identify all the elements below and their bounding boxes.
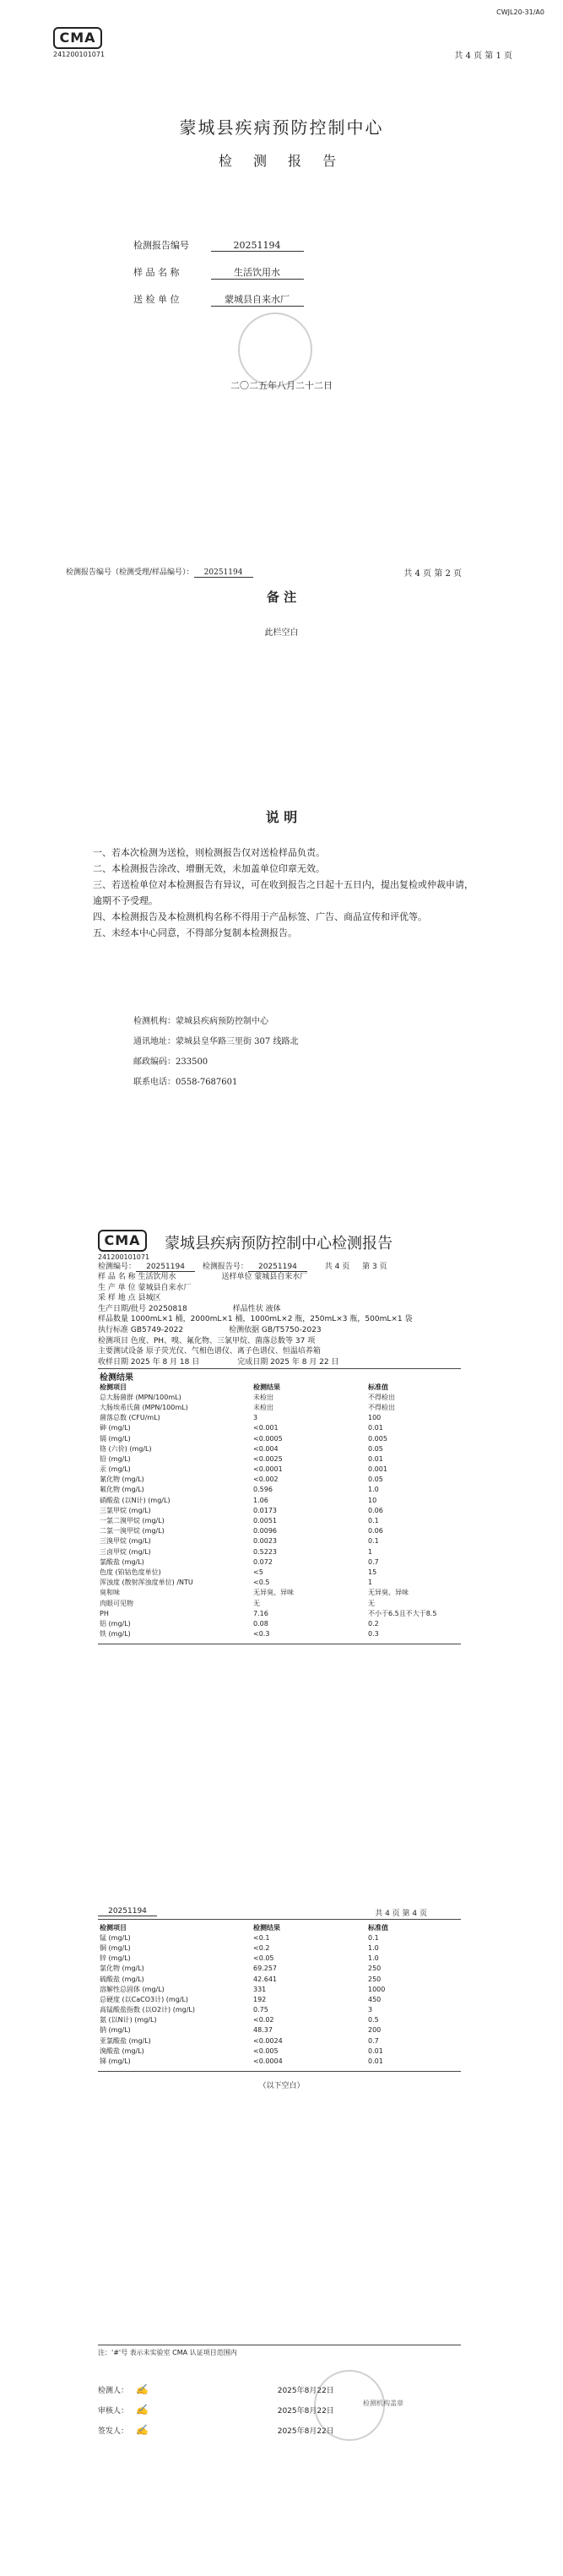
result-cell: 192 [253,1995,267,2003]
table-row [98,1475,461,1485]
standard-cell: 200 [368,2026,382,2035]
results-title: 检测结果 [100,1373,133,1383]
info-line: 样 品 名 称 生活饮用水 送样单位 蒙城县自来水厂 [98,1273,308,1281]
item-name-cell: 锌 (mg/L) [100,1954,131,1963]
sign-date: 2025年8月22日 [277,2407,334,2416]
official-seal [238,312,312,387]
result-cell: 无异臭、异味 [253,1589,294,1597]
table-row [98,1526,461,1536]
result-cell: 42.641 [253,1975,277,1983]
info-line: 采 样 地 点 县城区 [98,1294,161,1303]
standard-cell: 0.06 [368,1506,383,1514]
standard-cell: 10 [368,1496,377,1504]
sample-info [98,1272,461,1367]
remarks-title: 备 注 [266,590,297,605]
result-cell: 7.16 [253,1609,268,1617]
header-cell: 检测结果 [253,1923,280,1932]
table-row [98,1943,461,1953]
info-line: 执行标准 GB5749-2022 检测依据 GB/T5750-2023 [98,1325,322,1334]
value: 20251194 [136,1263,195,1272]
cma-code: 241200101071 [53,51,106,58]
report-title: 蒙城县疾病预防控制中心 [179,117,384,138]
item-name-cell: 总大肠菌群 (MPN/100mL) [100,1393,181,1401]
result-cell: 331 [253,1985,267,1993]
standard-cell: 不小于6.5且不大于8.5 [368,1609,437,1617]
table-row [98,1485,461,1495]
header-cell: 检测结果 [253,1383,280,1391]
standard-cell: 0.7 [368,2036,379,2045]
report-number-row [98,1260,461,1272]
item-name-cell: 砷 (mg/L) [100,1424,131,1432]
result-cell: <0.5 [253,1579,270,1587]
table-row [98,1433,461,1443]
signature-row [98,2421,461,2441]
sign-date: 2025年8月22日 [277,2427,334,2436]
table-row [98,1974,461,1984]
standard-cell: 15 [368,1568,377,1576]
item-name-cell: 高锰酸盐指数 (以O2计) (mg/L) [100,2006,195,2014]
result-cell: <0.2 [253,1943,270,1952]
item-name-cell: 溴酸盐 (mg/L) [100,2046,144,2055]
header-cell: 检测项目 [100,1923,127,1932]
item-name-cell: 亚氯酸盐 (mg/L) [100,2036,151,2045]
report-title: 蒙城县疾病预防控制中心检测报告 [165,1235,392,1253]
statement-title: 说 明 [265,809,298,825]
field-label: 送 检 单 位 [133,294,180,305]
cma-logo: CMA [53,27,102,49]
item-name-cell: 氨 (以N计) (mg/L) [100,2016,157,2024]
item-name-cell: 钠 (mg/L) [100,2026,131,2035]
table-row [98,2035,461,2046]
item-name-cell: 铅 (mg/L) [100,1454,131,1463]
org-address: 通讯地址：蒙城县皇华路三里街 307 线路北 [133,1037,299,1046]
statement-item: 二、本检测报告涂改、增删无效，未加盖单位印章无效。 [93,863,325,874]
standard-cell: 0.05 [368,1475,383,1484]
item-name-cell: 铜 (mg/L) [100,1943,131,1952]
sign-date: 2025年8月22日 [277,2387,334,2395]
item-name-cell: PH [100,1609,109,1617]
standard-cell: 250 [368,1975,382,1983]
cma-code: 241200101071 [98,1253,150,1261]
standard-cell: 3 [368,2006,373,2014]
table-row [98,1505,461,1515]
remarks-body: 此栏空白 [264,628,299,638]
result-cell: <0.3 [253,1630,270,1639]
page-1-cover [0,0,563,566]
cma-logo: CMA [98,1230,147,1252]
report-date: 二〇二五年八月二十二日 [230,380,333,391]
handwritten-signature: ✍ [135,2383,149,2395]
table-row [98,1402,461,1412]
result-cell: 48.37 [253,2026,273,2035]
item-name-cell: 总硬度 (以CaCO3计) (mg/L) [100,1995,189,2003]
table-row [98,1932,461,1943]
table-row [98,1954,461,1964]
report-subtitle: 检 测 报 告 [218,153,345,169]
result-cell: 0.0173 [253,1506,277,1514]
header-label: 检测报告编号（检测受理/样品编号）： [66,568,194,577]
result-cell: 0.75 [253,2006,268,2014]
item-name-cell: 三氯甲烷 (mg/L) [100,1506,151,1514]
page-4-results [0,1858,563,2576]
label: 共 4 页 [324,1263,350,1271]
result-cell: <0.0004 [253,2057,283,2066]
results-table [98,1922,461,2067]
item-name-cell: 锑 (mg/L) [100,2057,131,2066]
value: 20251194 [248,1263,307,1272]
info-line: 样品数量 1000mL×1 桶，2000mL×1 桶，1000mL×2 瓶，250mL×3 瓶，500mL×1 袋 [98,1315,413,1324]
standard-cell: 0.001 [368,1465,387,1474]
table-row [98,2005,461,2015]
table-row [98,1629,461,1639]
table-row [98,1443,461,1454]
standard-cell: 1.0 [368,1943,379,1952]
org-phone: 联系电话：0558-7687601 [133,1078,238,1087]
result-cell: 3 [253,1414,258,1422]
standard-cell: 1.0 [368,1954,379,1963]
header-cell: 标准值 [368,1923,388,1932]
page-count: 共 4 页 第 1 页 [454,52,512,61]
item-name-cell: 三溴甲烷 (mg/L) [100,1537,151,1546]
result-cell: 0.08 [253,1619,268,1628]
item-name-cell: 汞 (mg/L) [100,1465,131,1474]
info-line: 生 产 单 位 蒙城县自来水厂 [98,1283,192,1292]
standard-cell: 不得检出 [368,1393,395,1401]
header-report-no: 20251194 [194,568,253,578]
info-line: 收样日期 2025 年 8 月 18 日 完成日期 2025 年 8 月 22 日 [98,1357,339,1367]
item-name-cell: 一氯二溴甲烷 (mg/L) [100,1517,165,1525]
item-name-cell: 二氯一溴甲烷 (mg/L) [100,1527,165,1535]
sign-label: 审核人： [98,2407,129,2416]
item-name-cell: 臭和味 [100,1589,120,1597]
table-header [98,1922,461,1932]
cover-field-report-no [133,238,304,252]
item-name-cell: 菌落总数 (CFU/mL) [100,1414,160,1422]
label: 第 3 页 [362,1263,387,1271]
info-line: 主要测试设备 原子荧光仪、气相色谱仪、离子色谱仪、恒温培养箱 [98,1347,321,1356]
sign-label: 检测人： [98,2387,129,2395]
item-name-cell: 肉眼可见物 [100,1599,133,1607]
item-name-cell: 镉 (mg/L) [100,1434,131,1443]
label: 检测报告号： [202,1263,248,1271]
document-code: CWJL20-31/A0 [496,8,544,16]
result-cell: <5 [253,1568,263,1576]
standard-cell: 100 [368,1414,382,1422]
table-row [98,1536,461,1546]
org-postcode: 邮政编码：233500 [133,1057,208,1067]
standard-cell: 0.01 [368,1454,383,1463]
result-cell: <0.0024 [253,2036,283,2045]
result-cell: 无 [253,1599,260,1607]
end-note: （以下空白） [258,2082,305,2090]
table-row [98,1567,461,1577]
divider [98,1368,461,1369]
standard-cell: 无异臭、异味 [368,1589,409,1597]
result-cell: <0.001 [253,1424,279,1432]
result-cell: 0.596 [253,1486,273,1494]
table-row [98,2015,461,2025]
signature-row [98,2400,461,2421]
page4-header [98,1907,461,1918]
page2-header [66,566,253,578]
result-cell: 0.5223 [253,1547,277,1556]
org-info [133,1012,298,1093]
standard-cell: 450 [368,1995,382,2003]
standard-cell: 不得检出 [368,1403,395,1411]
page-count: 共 4 页 第 4 页 [375,1910,427,1918]
table-row [98,1423,461,1433]
results-table [98,1382,461,1639]
result-cell: <0.004 [253,1444,279,1453]
item-name-cell: 铬 (六价) (mg/L) [100,1444,152,1453]
result-cell: <0.02 [253,2016,274,2024]
standard-cell: 0.06 [368,1527,383,1535]
label: 检测编号： [98,1263,137,1271]
standard-cell: 0.1 [368,1933,379,1942]
standard-cell: 0.1 [368,1537,379,1546]
result-cell: <0.0025 [253,1454,283,1463]
statement-item: 一、若本次检测为送检，则检测报告仅对送检样品负责。 [93,847,325,858]
field-value: 蒙城县自来水厂 [211,292,304,307]
standard-cell: 0.1 [368,1517,379,1525]
table-header [98,1382,461,1392]
item-name-cell: 三卤甲烷 (mg/L) [100,1547,151,1556]
table-row [98,1546,461,1557]
result-cell: 0.0096 [253,1527,277,1535]
statement-list [93,845,481,941]
result-cell: <0.05 [253,1954,274,1963]
info-line: 生产日期/批号 20250818 样品性状 液体 [98,1304,281,1313]
sign-label: 签发人： [98,2427,129,2436]
standard-cell: 1.0 [368,1486,379,1494]
standard-cell: 1000 [368,1985,386,1993]
table-row [98,2046,461,2056]
result-cell: 0.0051 [253,1517,277,1525]
item-name-cell: 氯酸盐 (mg/L) [100,1557,144,1566]
result-cell: <0.005 [253,2046,279,2055]
table-row [98,1557,461,1567]
standard-cell: 无 [368,1599,375,1607]
standard-cell: 0.01 [368,2057,383,2066]
result-cell: 69.257 [253,1965,277,1973]
table-row [98,1392,461,1402]
signature-row [98,2380,461,2400]
standard-cell: 0.05 [368,1444,383,1453]
standard-cell: 0.5 [368,2016,379,2024]
standard-cell: 250 [368,1965,382,1973]
statement-item: 三、若送检单位对本检测报告有异议，可在收到报告之日起十五日内，提出复检或仲裁申请，逾期不予受理。 [93,879,474,906]
item-name-cell: 氟化物 (mg/L) [100,1486,144,1494]
field-label: 检测报告编号 [133,240,189,251]
item-name-cell: 氰化物 (mg/L) [100,1475,144,1484]
table-row [98,2056,461,2066]
standard-cell: 1 [368,1579,373,1587]
result-cell: 0.072 [253,1557,273,1566]
field-label: 样 品 名 称 [133,267,180,278]
standard-cell: 0.7 [368,1557,379,1566]
item-name-cell: 硝酸盐 (以N计) (mg/L) [100,1496,171,1504]
page-count: 共 4 页 第 2 页 [403,569,462,579]
info-line: 检测项目 色度、PH、嗅、氟化物、三氯甲烷、菌落总数等 37 项 [98,1336,316,1345]
item-name-cell: 浑浊度 (散射浑浊度单位) /NTU [100,1579,193,1587]
table-row [98,1994,461,2004]
item-name-cell: 色度 (铂钴色度单位) [100,1568,161,1576]
header-cell: 标准值 [368,1383,388,1391]
table-row [98,1578,461,1588]
table-row [98,2025,461,2035]
item-name-cell: 硫酸盐 (mg/L) [100,1975,144,1983]
standard-cell: 0.3 [368,1630,379,1639]
result-cell: <0.1 [253,1933,270,1942]
footnote: 注：'#'号 表示未实验室 CMA 认证项目范围内 [98,2349,237,2356]
item-name-cell: 大肠埃希氏菌 (MPN/100mL) [100,1403,188,1411]
table-row [98,1413,461,1423]
result-cell: 未检出 [253,1403,273,1411]
statement-item: 四、本检测报告及本检测机构名称不得用于产品标签、广告、商品宣传和评优等。 [93,911,427,922]
item-name-cell: 溶解性总固体 (mg/L) [100,1985,165,1993]
result-cell: <0.002 [253,1475,279,1484]
table-row [98,1608,461,1618]
table-row [98,1598,461,1608]
stamp-text: 检测机构盖章 [363,2399,403,2407]
cover-field-sample-name [133,265,304,280]
handwritten-signature: ✍ [135,2424,149,2436]
result-cell: 未检出 [253,1393,273,1401]
header-report-no: 20251194 [98,1907,157,1916]
table-row [98,1964,461,1974]
field-value: 生活饮用水 [211,265,304,280]
handwritten-signature: ✍ [135,2404,149,2416]
standard-cell: 0.01 [368,1424,383,1432]
item-name-cell: 锰 (mg/L) [100,1933,131,1942]
table-row [98,1588,461,1598]
header-cell: 检测项目 [100,1383,127,1391]
statement-item: 五、未经本中心同意，不得部分复制本检测报告。 [93,927,297,938]
table-row [98,1984,461,1994]
item-name-cell: 铁 (mg/L) [100,1630,131,1639]
table-row [98,1618,461,1628]
result-cell: <0.0001 [253,1465,283,1474]
field-value: 20251194 [211,240,304,252]
table-row [98,1515,461,1525]
standard-cell: 0.01 [368,2046,383,2055]
divider [98,1919,461,1920]
cover-field-submitter [133,292,304,307]
result-cell: 1.06 [253,1496,268,1504]
standard-cell: 0.005 [368,1434,387,1443]
result-cell: <0.0005 [253,1434,283,1443]
divider [98,2071,461,2072]
page-3-results [0,1216,563,1858]
standard-cell: 0.2 [368,1619,379,1628]
table-row [98,1465,461,1475]
table-row [98,1454,461,1464]
item-name-cell: 铝 (mg/L) [100,1619,131,1628]
standard-cell: 1 [368,1547,373,1556]
item-name-cell: 氯化物 (mg/L) [100,1965,144,1973]
signature-block [98,2380,461,2441]
org-name: 检测机构：蒙城县疾病预防控制中心 [133,1017,268,1026]
page-2-notes [0,566,563,1216]
table-row [98,1495,461,1505]
result-cell: 0.0023 [253,1537,277,1546]
